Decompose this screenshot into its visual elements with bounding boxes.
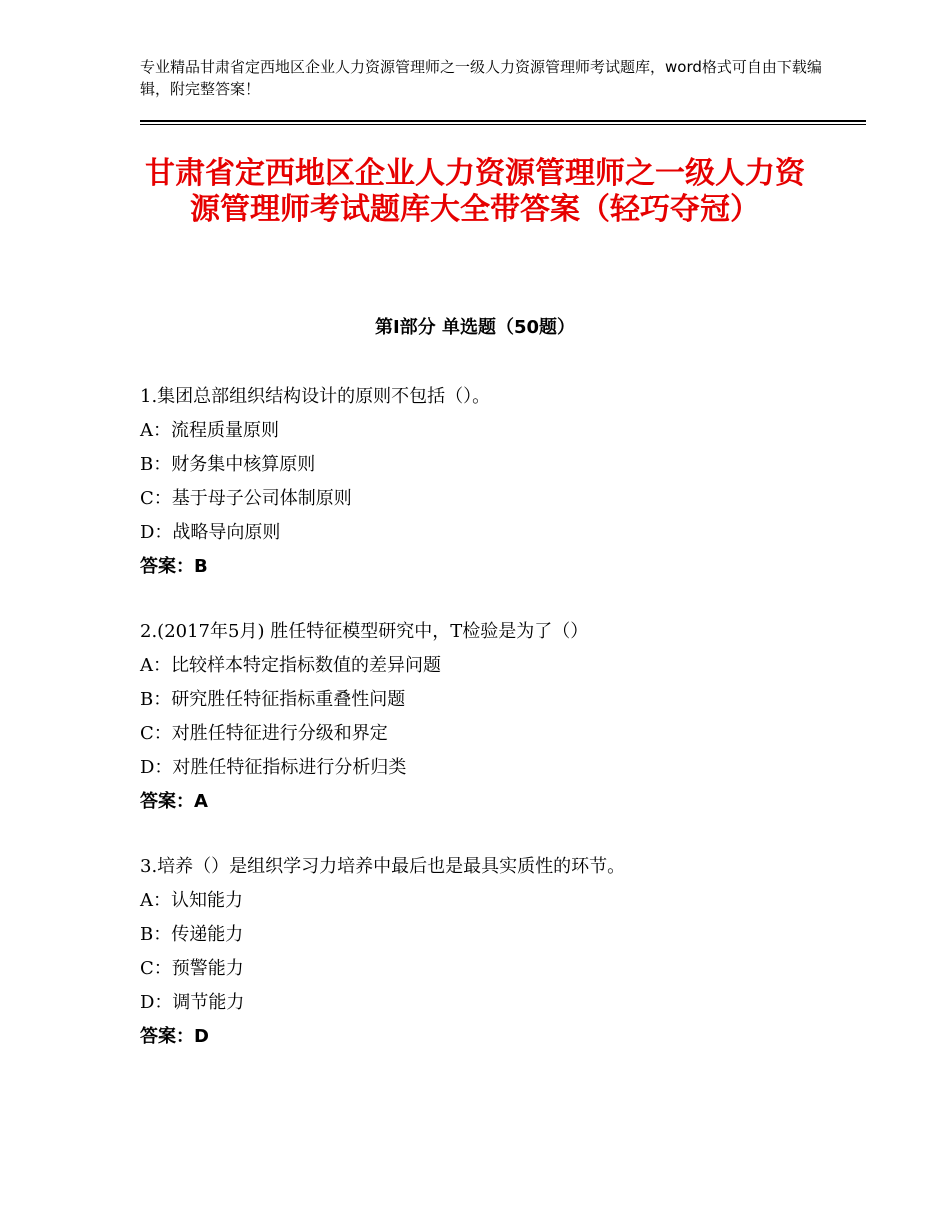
option-a: A：流程质量原则 (140, 420, 279, 441)
option-b: B：财务集中核算原则 (140, 454, 316, 475)
answer-line: 答案：A (140, 791, 208, 812)
answer-line: 答案：B (140, 556, 208, 577)
option-d: D：对胜任特征指标进行分析归类 (140, 757, 407, 778)
section-title: 第Ⅰ部分 单选题（50题） (374, 317, 575, 338)
question-stem: 3.培养（）是组织学习力培养中最后也是最具实质性的环节。 (140, 856, 626, 877)
question-2 (140, 615, 860, 819)
question-1 (140, 380, 860, 584)
option-d: D：调节能力 (140, 992, 245, 1013)
option-b: B：研究胜任特征指标重叠性问题 (140, 689, 406, 710)
option-d: D：战略导向原则 (140, 522, 281, 543)
option-a: A：认知能力 (140, 890, 243, 911)
option-c: C：基于母子公司体制原则 (140, 488, 352, 509)
header-divider (140, 120, 866, 125)
question-stem: 2.(2017年5月) 胜任特征模型研究中，T检验是为了（） (140, 621, 589, 642)
question-3 (140, 850, 860, 1054)
document-title: 甘肃省定西地区企业人力资源管理师之一级人力资源管理师考试题库大全带答案（轻巧夺冠） (145, 156, 805, 227)
option-a: A：比较样本特定指标数值的差异问题 (140, 655, 441, 676)
option-b: B：传递能力 (140, 924, 244, 945)
answer-line: 答案：D (140, 1026, 209, 1047)
option-c: C：对胜任特征进行分级和界定 (140, 723, 388, 744)
question-stem: 1.集团总部组织结构设计的原则不包括（）。 (140, 386, 491, 407)
question-list (140, 380, 860, 1085)
option-c: C：预警能力 (140, 958, 244, 979)
header-note: 专业精品甘肃省定西地区企业人力资源管理师之一级人力资源管理师考试题库，word格式可自由下载编辑，附完整答案！ (140, 58, 822, 98)
